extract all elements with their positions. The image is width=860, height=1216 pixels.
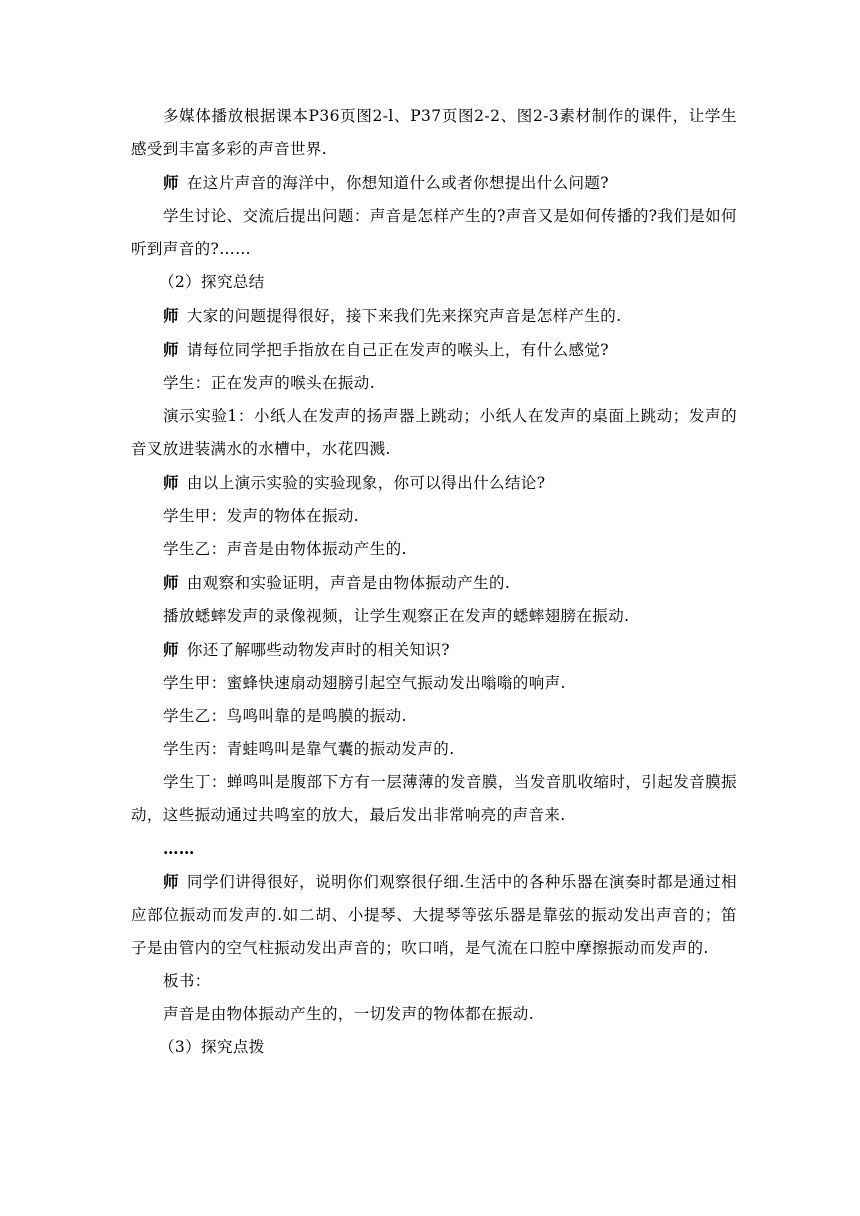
speaker-label: 师 <box>163 573 179 592</box>
section-heading: （2）探究总结 <box>159 273 265 291</box>
paragraph-student: 学生甲：发声的物体在振动. <box>163 507 360 525</box>
paragraph-student: 学生丙：青蛙鸣叫是靠气囊的振动发声的. <box>163 740 455 758</box>
paragraph-demo-experiment: 演示实验1：小纸人在发声的扬声器上跳动；小纸人在发声的桌面上跳动；发声的音叉放进装满水的水槽中，水花四溅. <box>131 407 737 458</box>
speaker-label: 师 <box>163 872 180 891</box>
speaker-label: 师 <box>163 306 179 325</box>
paragraph-text: 由观察和实验证明，声音是由物体振动产生的. <box>186 574 511 592</box>
paragraph-teacher <box>131 466 737 500</box>
section-heading: （3）探究点拨 <box>159 1038 265 1056</box>
paragraph-student: 学生丁：蝉鸣叫是腹部下方有一层薄薄的发音膜，当发音肌收缩时，引起发音膜振动，这些振动通过共鸣室的放大，最后发出非常响亮的声音来. <box>131 773 737 824</box>
paragraph-board-label: 板书： <box>163 972 211 990</box>
paragraph-text: 在这片声音的海洋中，你想知道什么或者你想提出什么问题? <box>186 174 610 192</box>
paragraph-text: 请每位同学把手指放在自己正在发声的喉头上，有什么感觉? <box>186 341 610 359</box>
paragraph-student: 学生乙：声音是由物体振动产生的. <box>163 540 407 558</box>
paragraph-teacher <box>131 566 737 600</box>
paragraph-board-content: 声音是由物体振动产生的，一切发声的物体都在振动. <box>163 1005 535 1023</box>
paragraph-teacher <box>131 333 737 367</box>
paragraph-student: 学生甲：蜜蜂快速扇动翅膀引起空气振动发出嗡嗡的响声. <box>163 674 566 692</box>
paragraph-text: 你还了解哪些动物发声时的相关知识? <box>186 641 451 659</box>
paragraph-student-discussion: 学生讨论、交流后提出问题：声音是怎样产生的?声音又是如何传播的?我们是如何听到声音的?…… <box>131 207 737 258</box>
paragraph-multimedia: 多媒体播放根据课本P36页图2-l、P37页图2-2、图2-3素材制作的课件，让学生感受到丰富多彩的声音世界. <box>131 107 737 158</box>
speaker-label: 师 <box>163 173 179 192</box>
paragraph-text: 由以上演示实验的实验现象，你可以得出什么结论? <box>186 474 546 492</box>
speaker-label: 师 <box>163 340 179 359</box>
paragraph-teacher-question <box>131 166 737 200</box>
paragraph-text: 大家的问题提得很好，接下来我们先来探究声音是怎样产生的. <box>186 307 622 325</box>
paragraph-video: 播放蟋蟀发声的录像视频，让学生观察正在发声的蟋蟀翅膀在振动. <box>163 607 630 625</box>
speaker-label: 师 <box>163 640 179 659</box>
paragraph-teacher <box>131 865 737 965</box>
paragraph-teacher <box>131 633 737 667</box>
document-body <box>131 100 737 1064</box>
paragraph-text: 同学们讲得很好，说明你们观察很仔细.生活中的各种乐器在演奏时都是通过相应部位振动而发声的.如二胡、小提琴、大提琴等弦乐器是靠弦的振动发出声音的；笛子是由管内的空气柱振动发出声音的；吹口哨，是气流在口腔中摩擦振动而发声的. <box>131 873 737 957</box>
paragraph-student: 学生：正在发声的喉头在振动. <box>163 374 376 392</box>
paragraph-teacher <box>131 299 737 333</box>
speaker-label: 师 <box>163 473 179 492</box>
paragraph-student: 学生乙：鸟鸣叫靠的是鸣膜的振动. <box>163 707 407 725</box>
paragraph-ellipsis: …… <box>163 839 195 858</box>
